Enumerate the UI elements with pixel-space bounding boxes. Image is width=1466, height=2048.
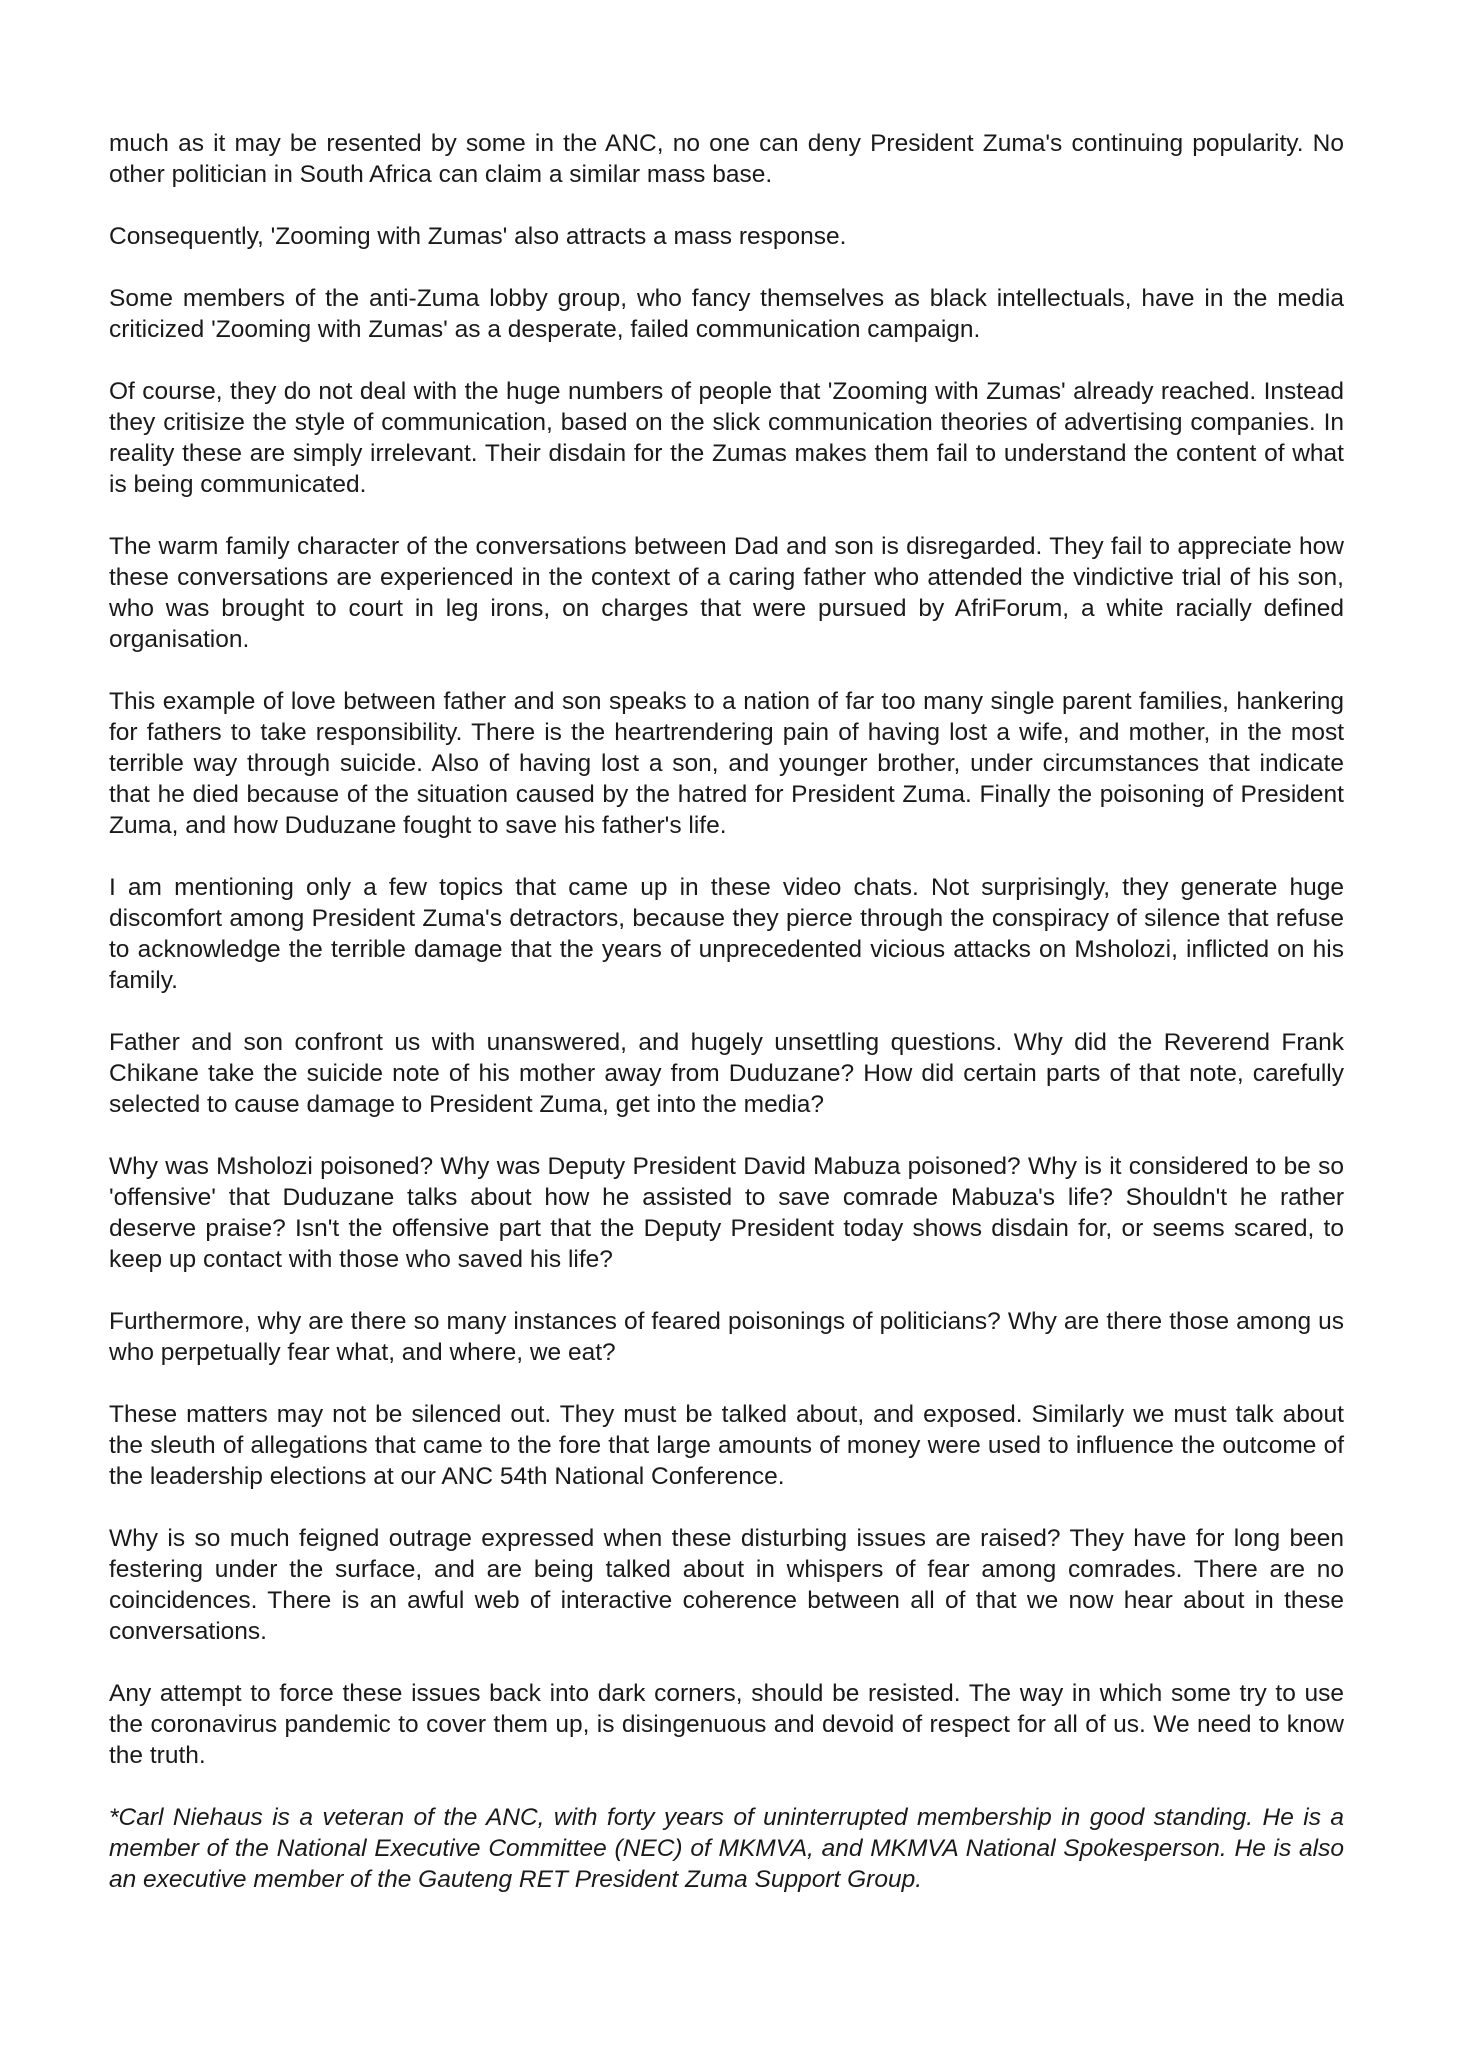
paragraph: Of course, they do not deal with the huge numbers of people that 'Zooming with Zumas' already reached. Instead they critisize the style of communication, based on the slick communication theories of advertising companies. In reality these are simply irrelevant. Their disdain for the Zumas makes them fail to understand the content of what is being communicated. [109,378,1344,498]
paragraph: Consequently, 'Zooming with Zumas' also attracts a mass response. [109,223,847,250]
paragraph: Any attempt to force these issues back into dark corners, should be resisted. The way in which some try to use the coronavirus pandemic to cover them up, is disingenuous and devoid of respect for all of us. We need to know the truth. [109,1680,1344,1769]
paragraph: The warm family character of the conversations between Dad and son is disregarded. They fail to appreciate how these conversations are experienced in the context of a caring father who attended the vindictive trial of his son, who was brought to court in leg irons, on charges that were pursued by AfriForum, a white racially defined organisation. [109,533,1344,653]
paragraph: This example of love between father and son speaks to a nation of far too many single parent families, hankering for fathers to take responsibility. There is the heartrendering pain of having lost a wife, and mother, in the most terrible way through suicide. Also of having lost a son, and younger brother, under circumstances that indicate that he died because of the situation caused by the hatred for President Zuma. Finally the poisoning of President Zuma, and how Duduzane fought to save his father's life. [109,688,1344,839]
paragraph: Father and son confront us with unanswered, and hugely unsettling questions. Why did the Reverend Frank Chikane take the suicide note of his mother away from Duduzane? How did certain parts of that note, carefully selected to cause damage to President Zuma, get into the media? [109,1029,1344,1118]
author-footnote: *Carl Niehaus is a veteran of the ANC, with forty years of uninterrupted membership in good standing. He is a member of the National Executive Committee (NEC) of MKMVA, and MKMVA National Spokesperson. He is also an executive member of the Gauteng RET President Zuma Support Group. [109,1804,1344,1893]
paragraph: Why is so much feigned outrage expressed when these disturbing issues are raised? They have for long been festering under the surface, and are being talked about in whispers of fear among comrades. There are no coincidences. There is an awful web of interactive coherence between all of that we now hear about in these conversations. [109,1525,1344,1645]
paragraph: much as it may be resented by some in the ANC, no one can deny President Zuma's continuing popularity. No other politician in South Africa can claim a similar mass base. [109,130,1344,188]
paragraph: Furthermore, why are there so many instances of feared poisonings of politicians? Why are there those among us who perpetually fear what, and where, we eat? [109,1308,1344,1366]
paragraph: I am mentioning only a few topics that came up in these video chats. Not surprisingly, they generate huge discomfort among President Zuma's detractors, because they pierce through the conspiracy of silence that refuse to acknowledge the terrible damage that the years of unprecedented vicious attacks on Msholozi, inflicted on his family. [109,874,1344,994]
paragraph: Why was Msholozi poisoned? Why was Deputy President David Mabuza poisoned? Why is it considered to be so 'offensive' that Duduzane talks about how he assisted to save comrade Mabuza's life? Shouldn't he rather deserve praise? Isn't the offensive part that the Deputy President today shows disdain for, or seems scared, to keep up contact with those who saved his life? [109,1153,1344,1273]
paragraph: These matters may not be silenced out. They must be talked about, and exposed. Similarly we must talk about the sleuth of allegations that came to the fore that large amounts of money were used to influence the outcome of the leadership elections at our ANC 54th National Conference. [109,1401,1344,1490]
paragraph: Some members of the anti-Zuma lobby group, who fancy themselves as black intellectuals, have in the media criticized 'Zooming with Zumas' as a desperate, failed communication campaign. [109,285,1344,343]
article-body [109,128,1344,1895]
